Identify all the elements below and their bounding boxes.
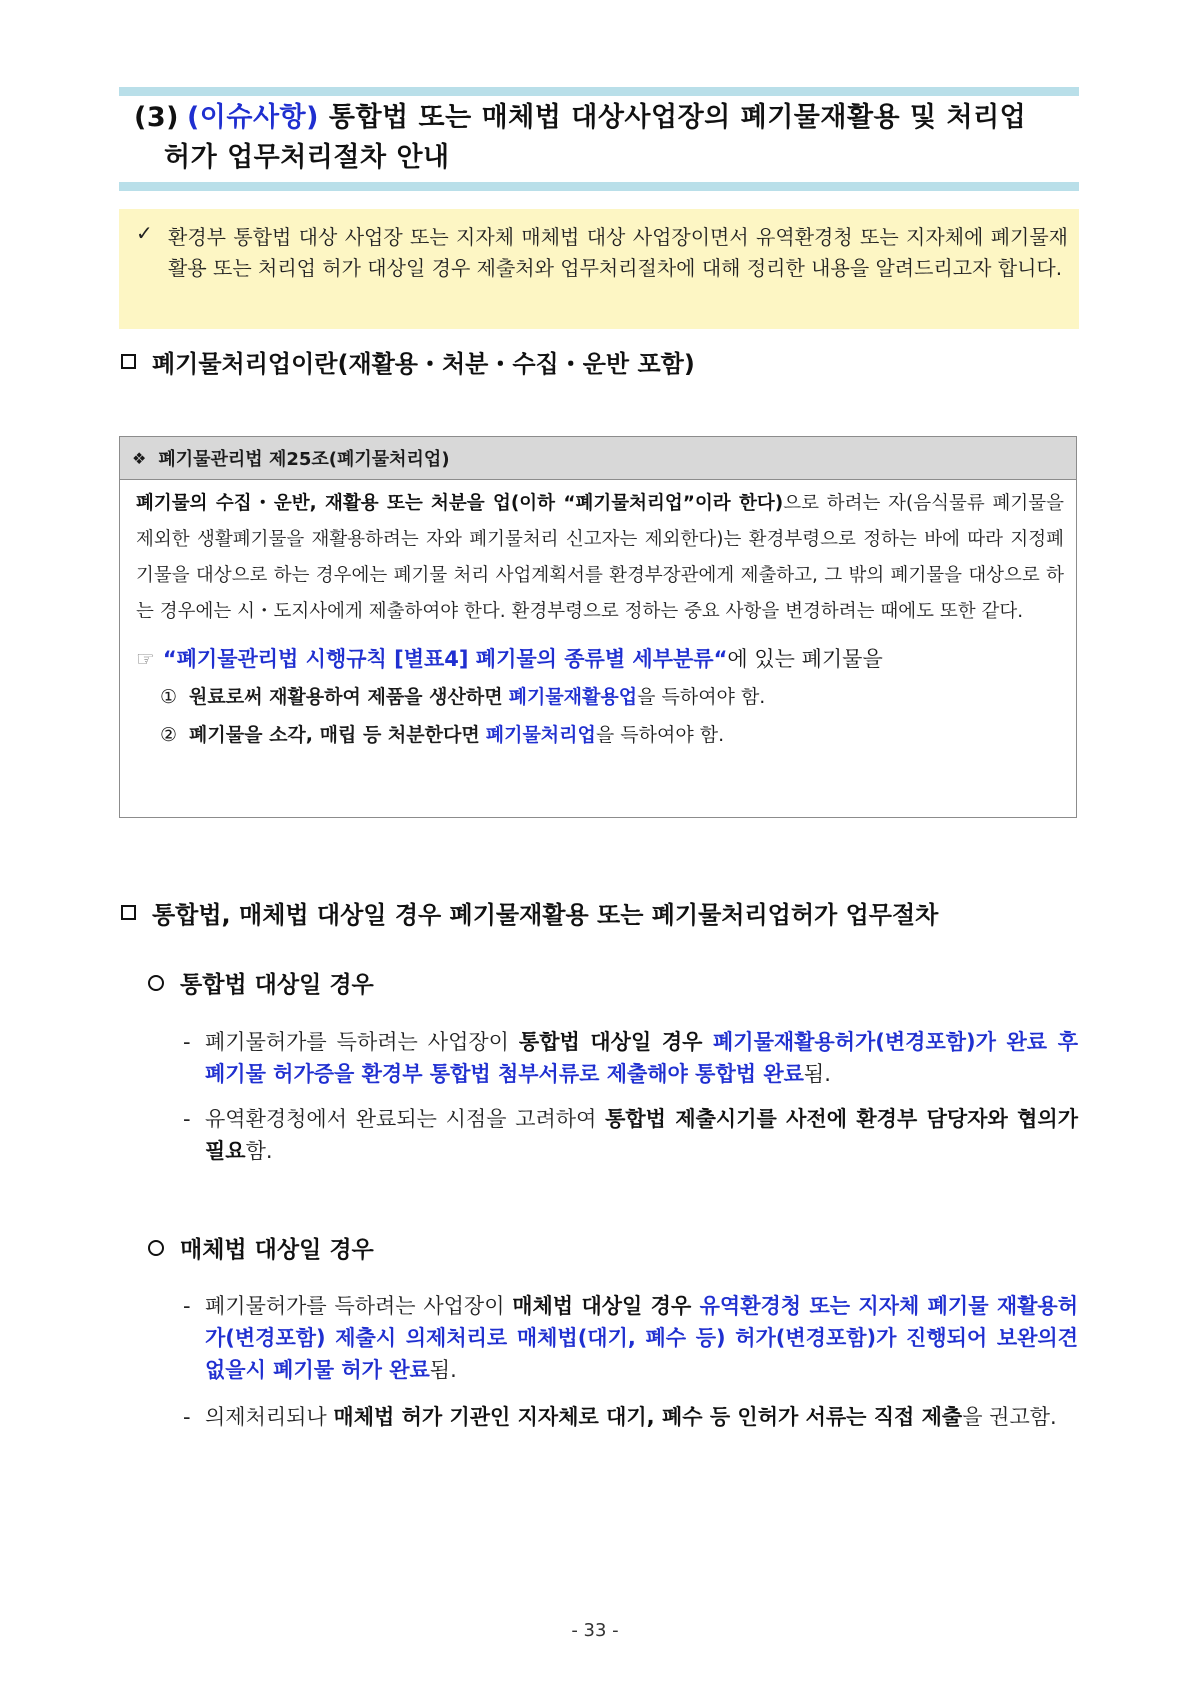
sub1-item-2-end: 함. xyxy=(245,1139,273,1163)
section-heading-1-text: 폐기물처리업이란(재활용・처분・수집・운반 포함) xyxy=(152,350,695,378)
dash-bullet: - xyxy=(183,1405,191,1429)
sub1-item-1-blue: 폐기물재활용허가(변경포함)가 완료 후 폐기물 허가증을 환경부 통합법 첨부서류로 제출해야 통합법 완료 xyxy=(205,1030,1078,1086)
law-article-title: 폐기물관리법 제25조(폐기물처리업) xyxy=(158,449,450,470)
sub2-item-1-bold: 매체법 대상일 경우 xyxy=(512,1294,700,1318)
section-heading-1 xyxy=(121,344,695,379)
sub2-item-1-blue: 유역환경청 또는 지자체 폐기물 재활용허가(변경포함) 제출시 의제처리로 매체법(대기, 폐수 등) 허가(변경포함)가 진행되어 보완의견 없을시 폐기물 허가 완료 xyxy=(205,1294,1078,1382)
law-article-body-bold: 폐기물의 수집・운반, 재활용 또는 처분을 업(이하 “폐기물처리업”이라 한다) xyxy=(136,493,784,514)
checkbox-square-icon xyxy=(121,354,136,369)
law-item-1-number: ① xyxy=(160,686,178,708)
dash-bullet: - xyxy=(183,1030,191,1054)
sub2-item-1 xyxy=(183,1290,1078,1386)
page-title xyxy=(134,98,1074,178)
sub2-item-2 xyxy=(183,1401,1078,1433)
dash-bullet: - xyxy=(183,1107,191,1131)
notice-box xyxy=(119,209,1079,329)
sub1-item-1-bold: 통합법 대상일 경우 xyxy=(518,1030,713,1054)
sub1-item-1-plain: 폐기물허가를 득하려는 사업장이 xyxy=(205,1030,519,1054)
dash-bullet: - xyxy=(183,1294,191,1318)
sub2-item-1-end: 됨. xyxy=(429,1358,457,1382)
sub-heading-2-text: 매체법 대상일 경우 xyxy=(180,1237,374,1263)
law-article-box xyxy=(119,436,1077,818)
sub2-item-1-plain: 폐기물허가를 득하려는 사업장이 xyxy=(205,1294,513,1318)
title-rule-bottom xyxy=(119,182,1079,191)
sub2-item-2-bold: 매체법 허가 기관인 지자체로 대기, 폐수 등 인허가 서류는 직접 제출 xyxy=(333,1405,963,1429)
sub1-item-2-bold: 통합법 제출시기를 사전에 환경부 담당자와 협의가 필요 xyxy=(205,1107,1078,1163)
sub1-item-2-plain: 유역환경청에서 완료되는 시점을 고려하여 xyxy=(205,1107,606,1131)
law-article-body xyxy=(120,480,1076,630)
checkbox-square-icon xyxy=(121,905,136,920)
section-heading-2-text: 통합법, 매체법 대상일 경우 폐기물재활용 또는 폐기물처리업허가 업무절차 xyxy=(152,901,939,929)
pointing-hand-icon: ☞ xyxy=(136,647,155,671)
law-item-1 xyxy=(120,678,1076,716)
law-article-header xyxy=(120,437,1076,480)
title-number: (3) xyxy=(134,102,179,133)
law-item-2-number: ② xyxy=(160,724,178,746)
section-heading-2 xyxy=(121,895,938,930)
sub-heading-integrated-law xyxy=(148,966,374,999)
sub2-item-2-end: 을 권고함. xyxy=(962,1405,1057,1429)
title-rule-top xyxy=(119,87,1079,96)
notice-text: 환경부 통합법 대상 사업장 또는 지자체 매체법 대상 사업장이면서 유역환경청 또는 지자체에 폐기물재활용 또는 처리업 허가 대상일 경우 제출처와 업무처리절차에 대해 정리한 내용을 알려드리고자 합니다. xyxy=(168,225,1068,280)
sub-heading-1-text: 통합법 대상일 경우 xyxy=(180,972,374,998)
law-article-body-rest: 으로 하려는 자(음식물류 폐기물을 제외한 생활폐기물을 재활용하려는 자와 폐기물처리 신고자는 제외한다)는 환경부령으로 정하는 바에 따라 지정폐기물을 대상으로 하는 경우에는 폐기물 처리 사업계획서를 환경부장관에게 제출하고, 그 밖의 폐기물을 대상으로 하는 경우에는 시・도지사에게 제출하여야 한다. 환경부령으로 정하는 중요 사항을 변경하려는 때에도 또한 같다. xyxy=(136,493,1064,622)
law-reference-line xyxy=(120,640,1076,678)
law-item-2-blue: 폐기물처리업 xyxy=(485,724,596,746)
circle-bullet-icon xyxy=(148,1240,164,1256)
law-item-1-rest: 을 득하여야 함. xyxy=(637,686,766,708)
sub1-item-1 xyxy=(183,1026,1078,1090)
law-reference-highlight: “폐기물관리법 시행규칙 [별표4] 폐기물의 종류별 세부분류“ xyxy=(162,647,728,671)
sub1-item-2 xyxy=(183,1103,1078,1167)
sub-heading-media-law xyxy=(148,1231,374,1264)
check-icon: ✓ xyxy=(136,221,153,245)
law-item-2 xyxy=(120,716,1076,754)
sub1-item-1-end: 됨. xyxy=(803,1062,831,1086)
law-item-2-bold: 폐기물을 소각, 매립 등 처분한다면 xyxy=(189,724,480,746)
law-reference-rest: 에 있는 폐기물을 xyxy=(727,647,883,671)
title-line1: 통합법 또는 매체법 대상사업장의 폐기물재활용 및 처리업 xyxy=(328,102,1027,133)
sub2-item-2-plain: 의제처리되나 xyxy=(205,1405,334,1429)
circle-bullet-icon xyxy=(148,975,164,991)
law-item-1-bold: 원료로써 재활용하여 제품을 생산하면 xyxy=(189,686,503,708)
diamond-bullet-icon: ❖ xyxy=(132,448,147,468)
law-item-2-rest: 을 득하여야 함. xyxy=(595,724,725,746)
page-number: - 33 - xyxy=(571,1620,619,1641)
law-item-1-blue: 폐기물재활용업 xyxy=(508,686,638,708)
title-issue-tag: (이슈사항) xyxy=(186,102,319,133)
title-line2: 허가 업무처리절차 안내 xyxy=(164,142,450,173)
